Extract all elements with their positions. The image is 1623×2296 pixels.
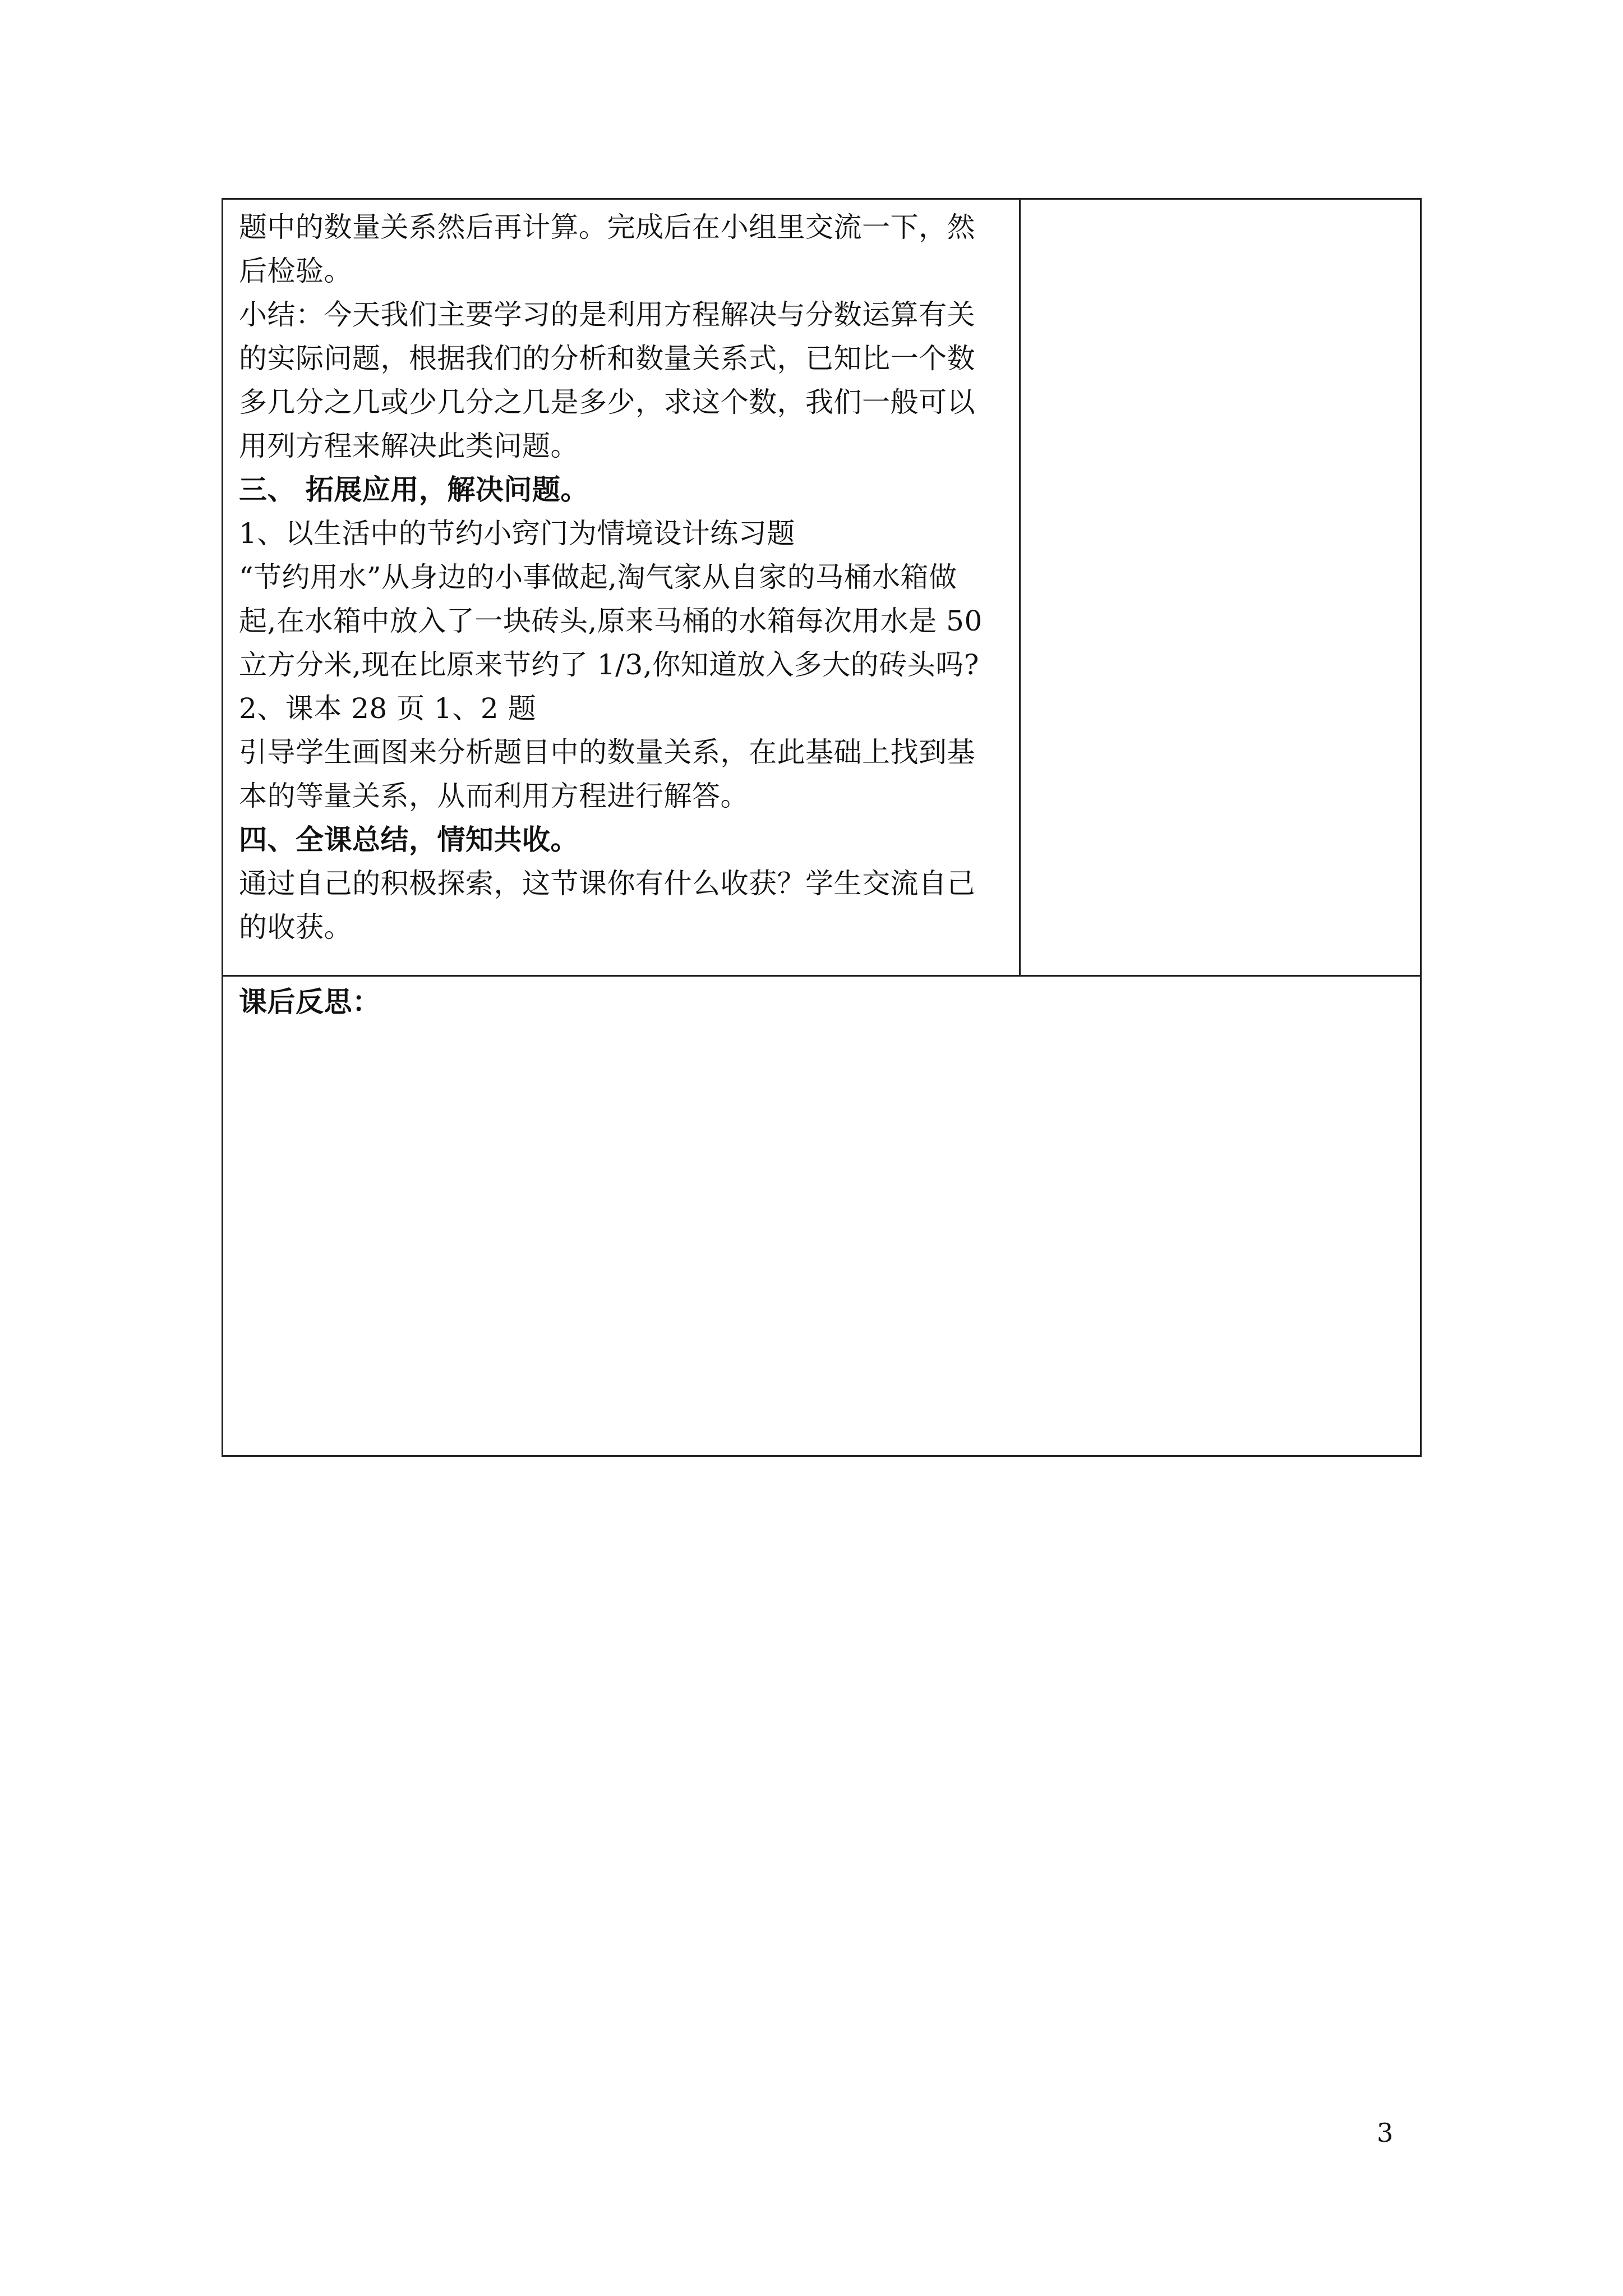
text-line: 题中的数量关系然后再计算。完成后在小组里交流一下，然 — [239, 211, 975, 243]
section-heading: 三、 拓展应用，解决问题。 — [239, 473, 589, 506]
conclusion-line: 通过自己的积极探索，这节课你有什么收获？学生交流自己 — [239, 867, 975, 900]
notes-cell — [1021, 200, 1420, 975]
text-line: 后检验。 — [239, 255, 352, 287]
exercise-line: 2、课本 28 页 1、2 题 — [239, 692, 537, 725]
summary-line: 用列方程来解决此类问题。 — [239, 430, 579, 462]
lesson-content-cell — [223, 200, 1021, 975]
guidance-line: 本的等量关系，从而利用方程进行解答。 — [239, 780, 749, 812]
lesson-plan-table — [222, 198, 1422, 1457]
conclusion-line: 的收获。 — [239, 911, 352, 944]
guidance-line: 引导学生画图来分析题目中的数量关系，在此基础上找到基 — [239, 736, 975, 769]
exercise-line: “节约用水”从身边的小事做起,淘气家从自家的马桶水箱做 — [239, 561, 957, 593]
exercise-line: 立方分米,现在比原来节约了 1/3,你知道放入多大的砖头吗? — [239, 648, 979, 681]
page-number: 3 — [1377, 2118, 1394, 2148]
exercise-line: 1、以生活中的节约小窍门为情境设计练习题 — [239, 517, 795, 550]
exercise-line: 起,在水箱中放入了一块砖头,原来马桶的水箱每次用水是 50 — [239, 605, 983, 637]
summary-line: 小结：今天我们主要学习的是利用方程解决与分数运算有关 — [239, 298, 975, 331]
summary-line: 的实际问题，根据我们的分析和数量关系式，已知比一个数 — [239, 342, 975, 375]
summary-line: 多几分之几或少几分之几是多少，求这个数，我们一般可以 — [239, 386, 975, 418]
lesson-content-row — [223, 200, 1420, 977]
section-heading: 四、全课总结，情知共收。 — [239, 823, 579, 856]
reflection-label: 课后反思： — [239, 985, 381, 1018]
reflection-row — [223, 977, 1420, 1455]
